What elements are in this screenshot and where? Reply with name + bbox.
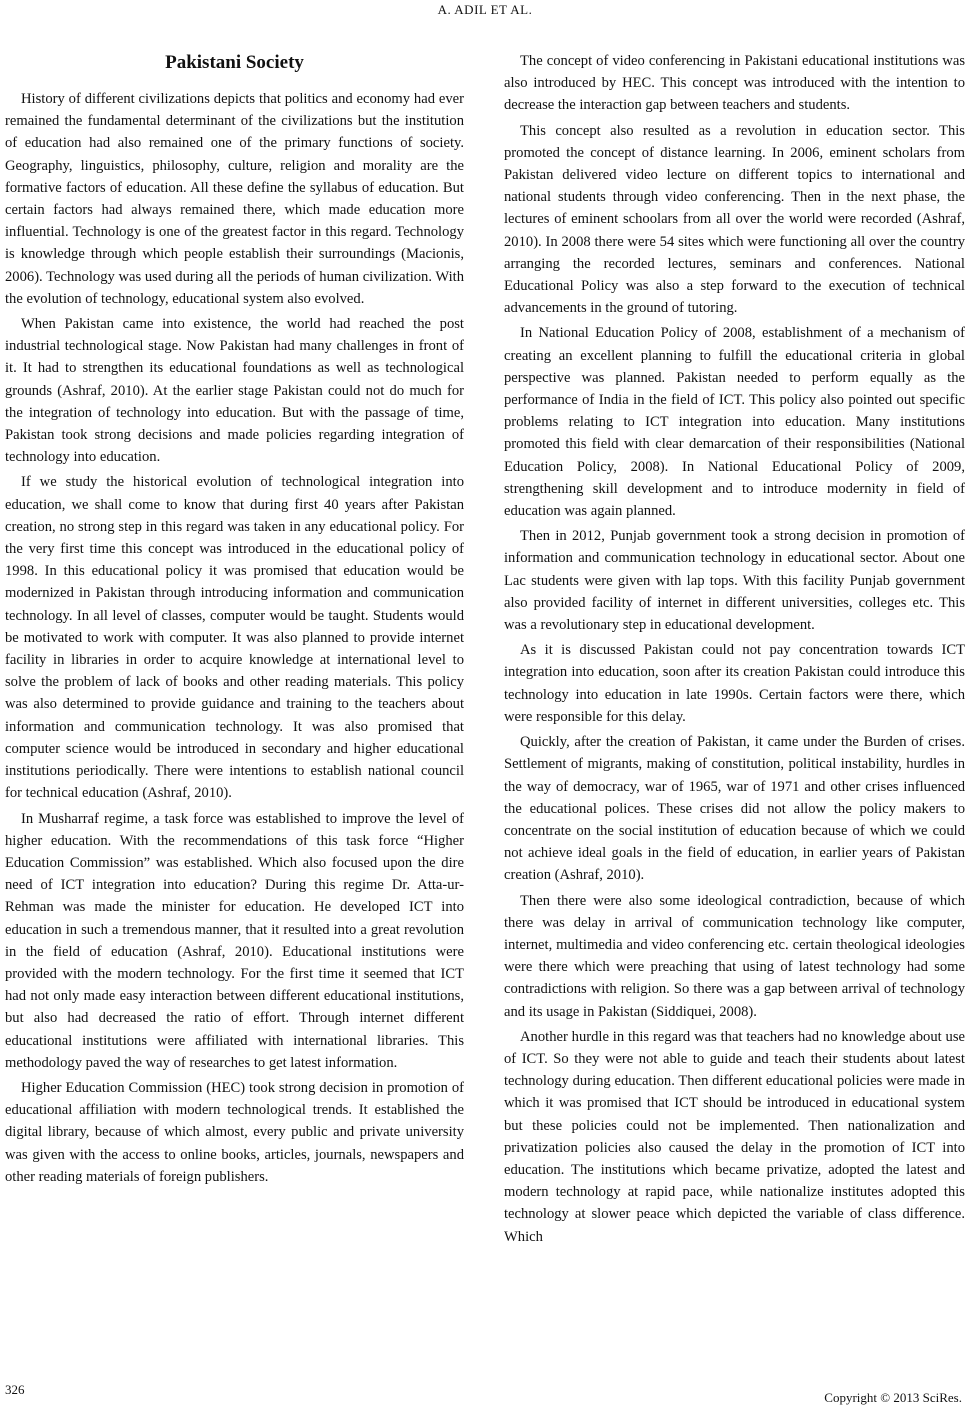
page-number: 326 [5, 1382, 25, 1397]
running-head: A. ADIL ET AL. [437, 2, 533, 17]
paragraph: If we study the historical evolution of technological integration into education, we shall come to know that during first 40 years after Pakistan creation, no strong step in this regard was taken in any educational policy. For the very first time this concept was introduced in the educational policy of 1998. In this educational policy it was promised that education would be modernized in Pakistan through introducing information and communication technology. In all level of classes, computer would be taught. Students would be motivated to work with computer. It was also planned to provide internet facility in libraries in order to acquire knowledge at international level to solve the problem of lack of books and other reading materials. This policy was also determined to provide guidance and training to the teachers about information and communication technology. It was also promised that computer science would be introduced in secondary and higher educational institutions periodically. There were intentions to establish national council for technical education (Ashraf, 2010). [5, 474, 464, 802]
paragraph: In National Education Policy of 2008, establishment of a mechanism of creating an excellent planning to fulfill the educational criteria in global perspective was planned. Pakistan needed to perform equally as the performance of India in the field of ICT. This policy also pointed out specific problems relating to ICT integration into education. Many institutions promoted this field with clear demarcation of their responsibilities (National Education Policy, 2008). In National Educational Policy of 2009, strengthening skill development and to introduce modernity in field of education was again planned. [504, 325, 965, 520]
right-column [504, 50, 965, 1251]
paragraph: Then there were also some ideological contradiction, because of which there was delay in arrival of communication technology like computer, internet, multimedia and video conferencing etc. certain theological ideologies were there which were preaching that using of latest technology had some contradictions with religion. So there was a gap between arrival of technology and its usage in Pakistan (Siddiquei, 2008). [504, 892, 965, 1020]
paragraph: In Musharraf regime, a task force was established to improve the level of higher education. With the recommendations of this task force “Higher Education Commission” was established. Which also focused upon the dire need of ICT integration into education? During this regime Dr. Atta-ur-Rehman was made the minister for education. He developed ICT into education in such a tremendous manner, that it resulted into a great revolution in the field of education (Ashraf, 2010). Educational institutions were provided with the modern technology. For the first time it seemed that ICT had not only made easy interaction between different educational institutions, but also had decreased the ratio of effort. Through internet different educational institutions were affiliated with international libraries. This methodology paved the way of researches to get latest information. [5, 810, 464, 1071]
paragraph: Higher Education Commission (HEC) took strong decision in promotion of educational affiliation with modern technological trends. It established the digital library, because of which almost, every public and private university was given with the access to online books, articles, journals, newspapers and other reading materials of foreign publishers. [5, 1079, 464, 1185]
paragraph: As it is discussed Pakistan could not pay concentration towards ICT integration into education, soon after its creation Pakistan could introduce this technology into education in late 1990s. Certain factors were there, which were responsible for this delay. [504, 642, 965, 725]
left-column [5, 50, 464, 1191]
section-title: Pakistani Society [165, 52, 304, 73]
paragraph: Quickly, after the creation of Pakistan, it came under the Burden of crises. Settlement of migrants, making of constitution, political instability, hurdles in the way of democracy, war of 1965, war of 1971 and other crises influenced the educational polices. These crises did not allow the policy makers to concentrate on the social institution of education because of which we could not achieve ideal goals in the field of education, in earlier years of Pakistan creation (Ashraf, 2010). [504, 734, 965, 884]
paragraph: When Pakistan came into existence, the world had reached the post industrial technological stage. Now Pakistan had many challenges in front of it. It had to strengthen its educational foundations as well as technological grounds (Ashraf, 2010). At the earlier stage Pakistan could not do much for the integration of technology into education. But with the passage of time, Pakistan took strong decisions and made policies regarding integration of technology into education. [5, 316, 464, 466]
paragraph: This concept also resulted as a revolution in education sector. This promoted the concept of distance learning. In 2006, eminent scholars from Pakistan delivered video lecture on different topics to international and national students through video conferencing. Then in the next phase, the lectures of eminent schoolars from all over the world were recorded (Ashraf, 2010). In 2008 there were 54 sites which were functioning all over the country arranging the recorded lectures, seminars and conferences. National Educational Policy was also a step forward to the execution of technical advancements in the ground of tutoring. [504, 122, 965, 317]
paragraph: The concept of video conferencing in Pakistani educational institutions was also introduced by HEC. This concept was introduced with the intention to decrease the interaction gap between teachers and students. [504, 53, 965, 114]
paragraph: Then in 2012, Punjab government took a strong decision in promotion of information and communication technology in educational sector. About one Lac students were given with lap tops. With this facility Punjab government also provided facility of internet in different universities, colleges etc. This was a revolutionary step in educational development. [504, 528, 965, 634]
paragraph: Another hurdle in this regard was that teachers had no knowledge about use of ICT. So they were not able to guide and teach their students about latest technology during education. Then different educational policies were made in which it was promised that ICT should be introduced in educational system but these policies could not be implemented. Then nationalization and privatization policies also caused the delay in the promotion of ICT into education. The institutions which became privatize, adopted the latest and modern technology at rapid pace, while nationalize institutes adopted this technology at slower peace which depicted the variable of class difference. Which [504, 1028, 965, 1245]
paragraph: History of different civilizations depicts that politics and economy had ever remained the fundamental determinant of the civilizations but the institution of education had also remained one of the primary functions of society. Geography, linguistics, philosophy, culture, religion and morality are the formative factors of education. All these define the syllabus of education. But certain factors had always remained there, which made education more influential. Technology is one of the greatest factor in this regard. Technology is knowledge through which people establish their surroundings (Macionis, 2006). Technology was used during all the periods of human civilization. With the evolution of technology, educational system also evolved. [5, 91, 464, 307]
copyright-notice: Copyright © 2013 SciRes. [824, 1390, 962, 1405]
